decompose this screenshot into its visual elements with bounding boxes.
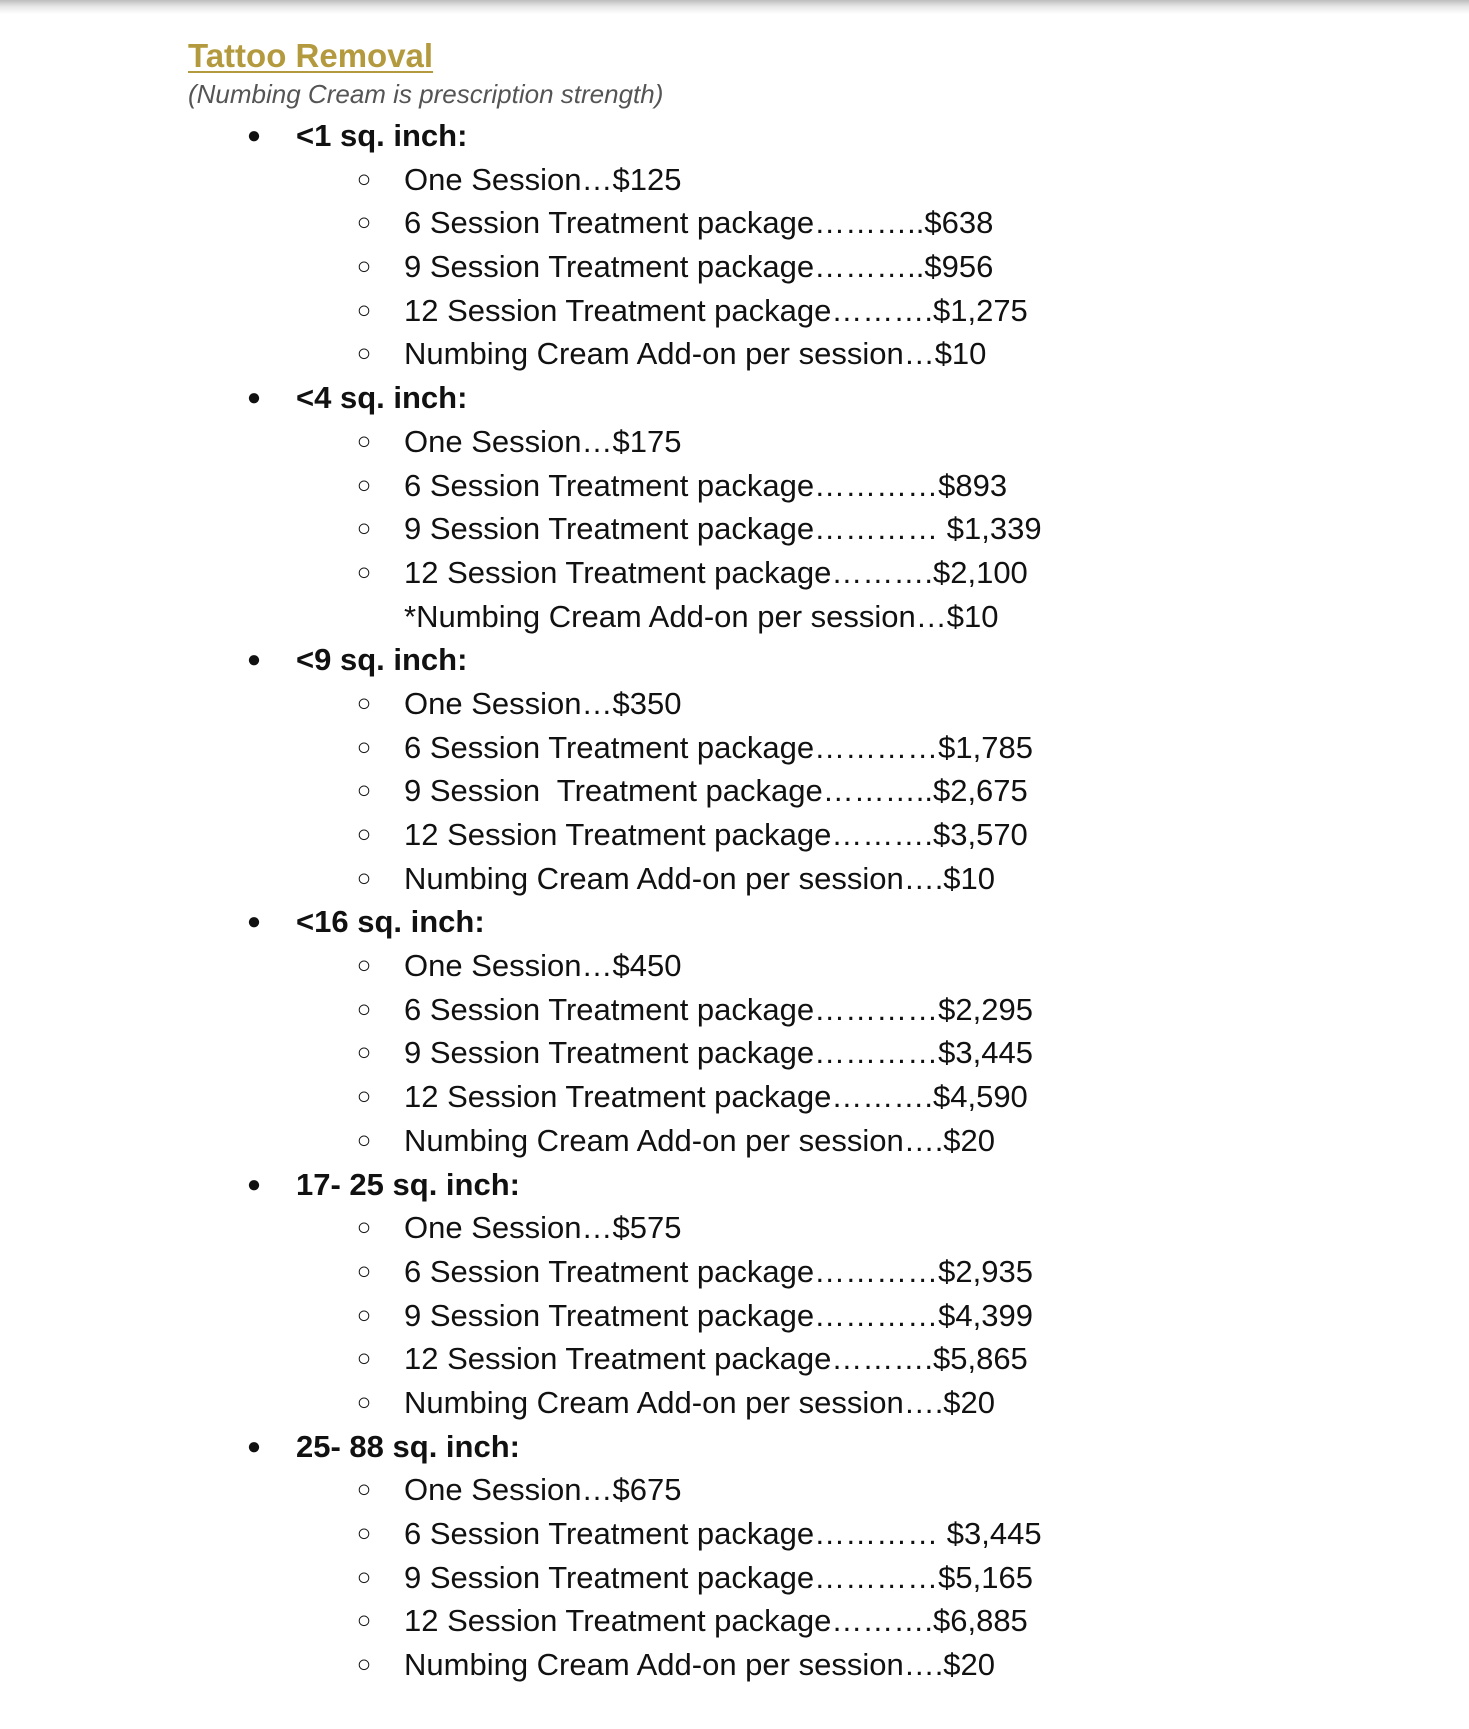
- pricing-section: [188, 1163, 1388, 1425]
- section-heading-label: <4 sq. inch:: [296, 380, 468, 416]
- hollow-bullet-icon: ○: [356, 471, 372, 499]
- hollow-bullet-icon: ○: [356, 1301, 372, 1329]
- document-subtitle: (Numbing Cream is prescription strength): [188, 79, 664, 109]
- price-list: [188, 682, 1388, 900]
- section-heading-label: <16 sq. inch:: [296, 904, 485, 940]
- document-page: [188, 36, 1388, 1687]
- price-item: [188, 245, 1388, 289]
- price-item-text: One Session…$125: [404, 161, 682, 197]
- price-item-text: 9 Session Treatment package…………$3,445: [404, 1035, 1033, 1071]
- section-heading-label: 25- 88 sq. inch:: [296, 1428, 520, 1464]
- price-item-text: 6 Session Treatment package…………$2,935: [404, 1253, 1033, 1289]
- price-item-text: One Session…$575: [404, 1210, 682, 1246]
- price-item: [188, 1381, 1388, 1425]
- hollow-bullet-icon: ○: [356, 296, 372, 324]
- price-item: [188, 1599, 1388, 1643]
- price-item-text: 9 Session Treatment package…………$5,165: [404, 1559, 1033, 1595]
- hollow-bullet-icon: ○: [356, 1651, 372, 1679]
- price-item: [188, 1337, 1388, 1381]
- filled-bullet-icon: ●: [246, 384, 262, 412]
- filled-bullet-icon: ●: [246, 908, 262, 936]
- price-item-text: 6 Session Treatment package………… $3,445: [404, 1516, 1042, 1551]
- price-item-text: 9 Session Treatment package………..$2,675: [404, 773, 1028, 809]
- hollow-bullet-icon: ○: [356, 515, 372, 543]
- filled-bullet-icon: ●: [246, 122, 262, 149]
- price-item: [188, 1119, 1388, 1163]
- price-item: [188, 813, 1388, 857]
- hollow-bullet-icon: ○: [356, 1257, 372, 1285]
- price-list: [188, 420, 1388, 638]
- hollow-bullet-icon: ○: [356, 1388, 372, 1416]
- hollow-bullet-icon: ○: [356, 1476, 372, 1504]
- price-item-text: 9 Session Treatment package………… $1,339: [404, 511, 1042, 547]
- price-item: [188, 1294, 1388, 1338]
- price-item: [188, 1031, 1388, 1075]
- section-heading: [188, 1163, 1388, 1207]
- price-item: [188, 289, 1388, 333]
- price-item: [188, 726, 1388, 770]
- hollow-bullet-icon: ○: [356, 165, 372, 193]
- section-heading: [188, 1425, 1388, 1469]
- price-item-text: 6 Session Treatment package…………$1,785: [404, 729, 1033, 765]
- price-item: [188, 507, 1388, 551]
- section-heading-label: <1 sq. inch:: [296, 118, 468, 153]
- price-item: [188, 1556, 1388, 1600]
- price-list: [188, 1468, 1388, 1686]
- price-item-text: Numbing Cream Add-on per session….$10: [404, 860, 996, 896]
- price-item: [188, 1206, 1388, 1250]
- price-item: [188, 551, 1388, 595]
- section-heading-label: <9 sq. inch:: [296, 642, 468, 678]
- price-item-text: 12 Session Treatment package……….$4,590: [404, 1079, 1028, 1115]
- price-item-text: 9 Session Treatment package…………$4,399: [404, 1297, 1033, 1333]
- price-item-text: 9 Session Treatment package………..$956: [404, 249, 994, 285]
- pricing-section: [188, 1425, 1388, 1687]
- price-item: [188, 1643, 1388, 1687]
- hollow-bullet-icon: ○: [356, 777, 372, 805]
- price-item-text: 12 Session Treatment package……….$6,885: [404, 1603, 1028, 1639]
- price-item: [188, 1512, 1388, 1556]
- price-item: [188, 158, 1388, 202]
- price-item: [188, 464, 1388, 508]
- page-top-shadow: [0, 0, 1469, 14]
- price-item-text: 6 Session Treatment package…………$2,295: [404, 991, 1033, 1027]
- price-item-text: One Session…$175: [404, 423, 682, 459]
- hollow-bullet-icon: ○: [356, 1607, 372, 1635]
- price-list: [188, 1206, 1388, 1424]
- pricing-section: [188, 638, 1388, 900]
- price-list: [188, 944, 1388, 1162]
- filled-bullet-icon: ●: [246, 1432, 262, 1460]
- hollow-bullet-icon: ○: [356, 427, 372, 455]
- hollow-bullet-icon: ○: [356, 952, 372, 980]
- price-item-text: 6 Session Treatment package………..$638: [404, 205, 994, 241]
- pricing-sections: [188, 114, 1388, 1687]
- price-item: [188, 769, 1388, 813]
- price-item: [188, 332, 1388, 376]
- price-item: [188, 201, 1388, 245]
- price-item-text: Numbing Cream Add-on per session….$20: [404, 1384, 996, 1420]
- document-title: Tattoo Removal: [188, 37, 434, 74]
- hollow-bullet-icon: ○: [356, 1039, 372, 1067]
- price-item: [188, 420, 1388, 464]
- hollow-bullet-icon: ○: [356, 1083, 372, 1111]
- price-item-text: 6 Session Treatment package…………$893: [404, 467, 1008, 503]
- price-item: [188, 1075, 1388, 1119]
- price-item: [188, 988, 1388, 1032]
- price-item-text: Numbing Cream Add-on per session….$20: [404, 1647, 996, 1683]
- price-list: [188, 158, 1388, 376]
- price-item-text: One Session…$350: [404, 685, 682, 721]
- hollow-bullet-icon: ○: [356, 1126, 372, 1154]
- hollow-bullet-icon: ○: [356, 253, 372, 281]
- section-heading: [188, 638, 1388, 682]
- price-item: [188, 857, 1388, 901]
- price-item: [188, 682, 1388, 726]
- filled-bullet-icon: ●: [246, 646, 262, 674]
- hollow-bullet-icon: ○: [356, 733, 372, 761]
- price-item-text: 12 Session Treatment package……….$3,570: [404, 817, 1028, 852]
- hollow-bullet-icon: ○: [356, 558, 372, 586]
- price-item-text: One Session…$675: [404, 1472, 682, 1508]
- price-item-text: Numbing Cream Add-on per session….$20: [404, 1122, 996, 1158]
- price-item-text: One Session…$450: [404, 948, 682, 984]
- section-heading: [188, 900, 1388, 944]
- pricing-section: [188, 900, 1388, 1162]
- hollow-bullet-icon: ○: [356, 1345, 372, 1373]
- hollow-bullet-icon: ○: [356, 689, 372, 717]
- price-item-text: 12 Session Treatment package……….$1,275: [404, 292, 1028, 328]
- hollow-bullet-icon: ○: [356, 821, 372, 848]
- price-item-text: 12 Session Treatment package……….$2,100: [404, 554, 1028, 590]
- hollow-bullet-icon: ○: [356, 995, 372, 1023]
- price-item: [188, 1468, 1388, 1512]
- hollow-bullet-icon: ○: [356, 340, 372, 368]
- pricing-section: [188, 114, 1388, 376]
- hollow-bullet-icon: ○: [356, 1520, 372, 1547]
- hollow-bullet-icon: ○: [356, 209, 372, 237]
- price-item-text: 12 Session Treatment package……….$5,865: [404, 1341, 1028, 1377]
- price-item-text: Numbing Cream Add-on per session…$10: [404, 336, 987, 372]
- section-heading: [188, 376, 1388, 420]
- filled-bullet-icon: ●: [246, 1170, 262, 1198]
- price-item: [188, 1250, 1388, 1294]
- hollow-bullet-icon: ○: [356, 864, 372, 892]
- section-heading-label: 17- 25 sq. inch:: [296, 1166, 520, 1202]
- section-heading: [188, 114, 1388, 158]
- hollow-bullet-icon: ○: [356, 1563, 372, 1591]
- pricing-section: [188, 376, 1388, 638]
- price-item-text: *Numbing Cream Add-on per session…$10: [404, 598, 999, 634]
- hollow-bullet-icon: ○: [356, 1214, 372, 1242]
- price-item: [188, 944, 1388, 988]
- price-item: [188, 595, 1388, 639]
